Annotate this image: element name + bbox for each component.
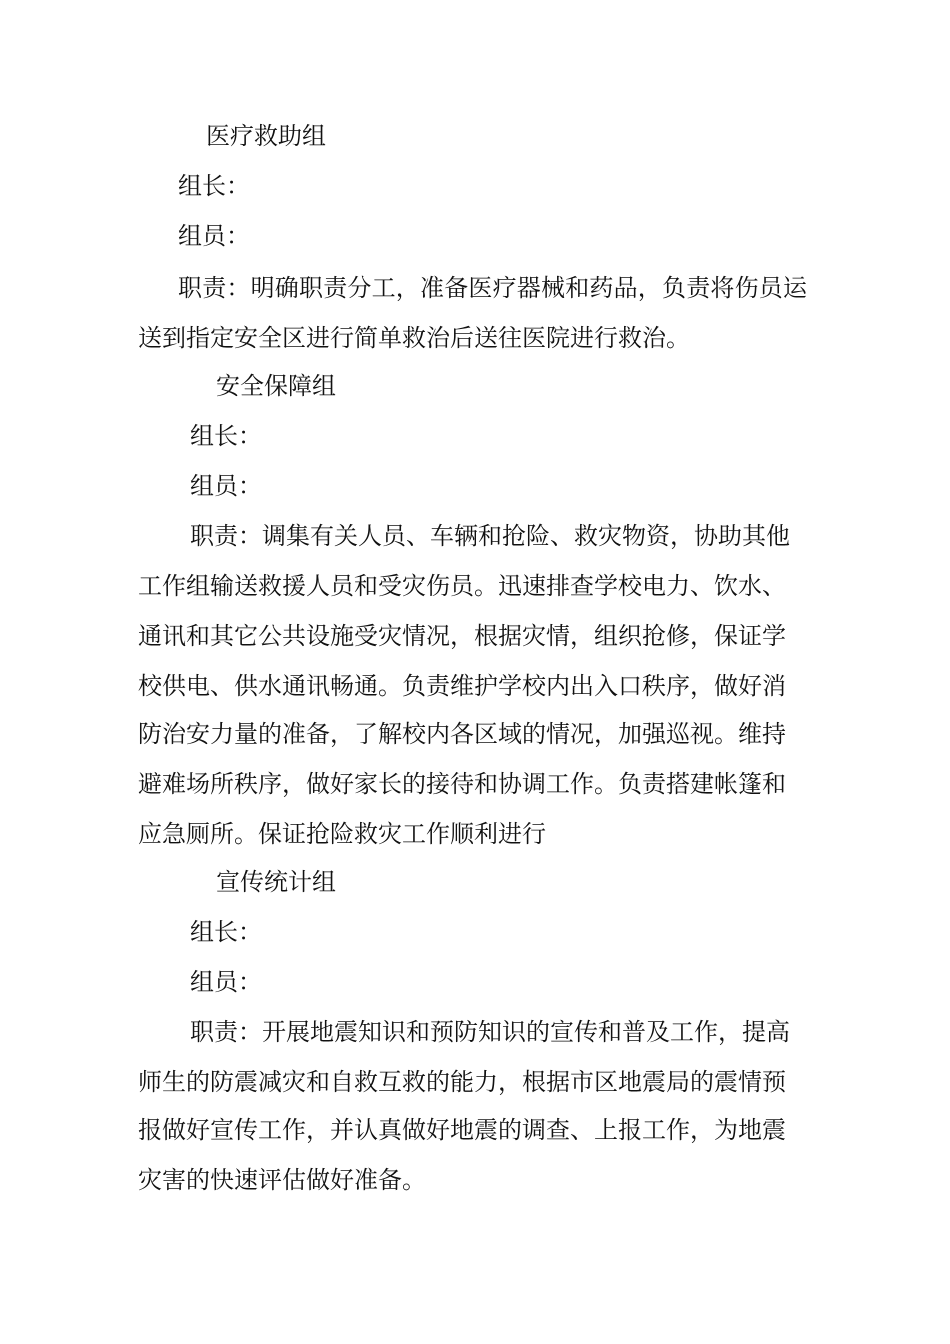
medical-members-label: 组员：	[178, 222, 250, 250]
medical-leader-label: 组长：	[178, 172, 250, 200]
safety-duty-line: 通讯和其它公共设施受灾情况，根据灾情，组织抢修，保证学	[138, 622, 786, 650]
publicity-duty-line: 职责：开展地震知识和预防知识的宣传和普及工作，提高	[190, 1018, 790, 1046]
safety-duty-line: 工作组输送救援人员和受灾伤员。迅速排查学校电力、饮水、	[138, 572, 786, 600]
safety-duty-line: 职责：调集有关人员、车辆和抢险、救灾物资，协助其他	[190, 522, 790, 550]
safety-members-label: 组员：	[190, 472, 262, 500]
safety-leader-label: 组长：	[190, 422, 262, 450]
section-title-publicity: 宣传统计组	[216, 868, 336, 896]
section-title-safety: 安全保障组	[216, 372, 336, 400]
publicity-duty-line: 灾害的快速评估做好准备。	[138, 1166, 426, 1194]
publicity-duty-line: 报做好宣传工作，并认真做好地震的调查、上报工作，为地震	[138, 1116, 786, 1144]
publicity-members-label: 组员：	[190, 968, 262, 996]
medical-duty-line: 职责：明确职责分工，准备医疗器械和药品，负责将伤员运	[178, 274, 808, 302]
safety-duty-line: 应急厕所。保证抢险救灾工作顺利进行	[138, 820, 546, 848]
safety-duty-line: 校供电、供水通讯畅通。负责维护学校内出入口秩序，做好消	[138, 672, 786, 700]
publicity-leader-label: 组长：	[190, 918, 262, 946]
medical-duty-line: 送到指定安全区进行简单救治后送往医院进行救治。	[138, 324, 690, 352]
section-title-medical: 医疗救助组	[206, 122, 326, 150]
publicity-duty-line: 师生的防震减灾和自救互救的能力，根据市区地震局的震情预	[138, 1068, 786, 1096]
safety-duty-line: 防治安力量的准备，了解校内各区域的情况，加强巡视。维持	[138, 720, 786, 748]
safety-duty-line: 避难场所秩序，做好家长的接待和协调工作。负责搭建帐篷和	[138, 770, 786, 798]
